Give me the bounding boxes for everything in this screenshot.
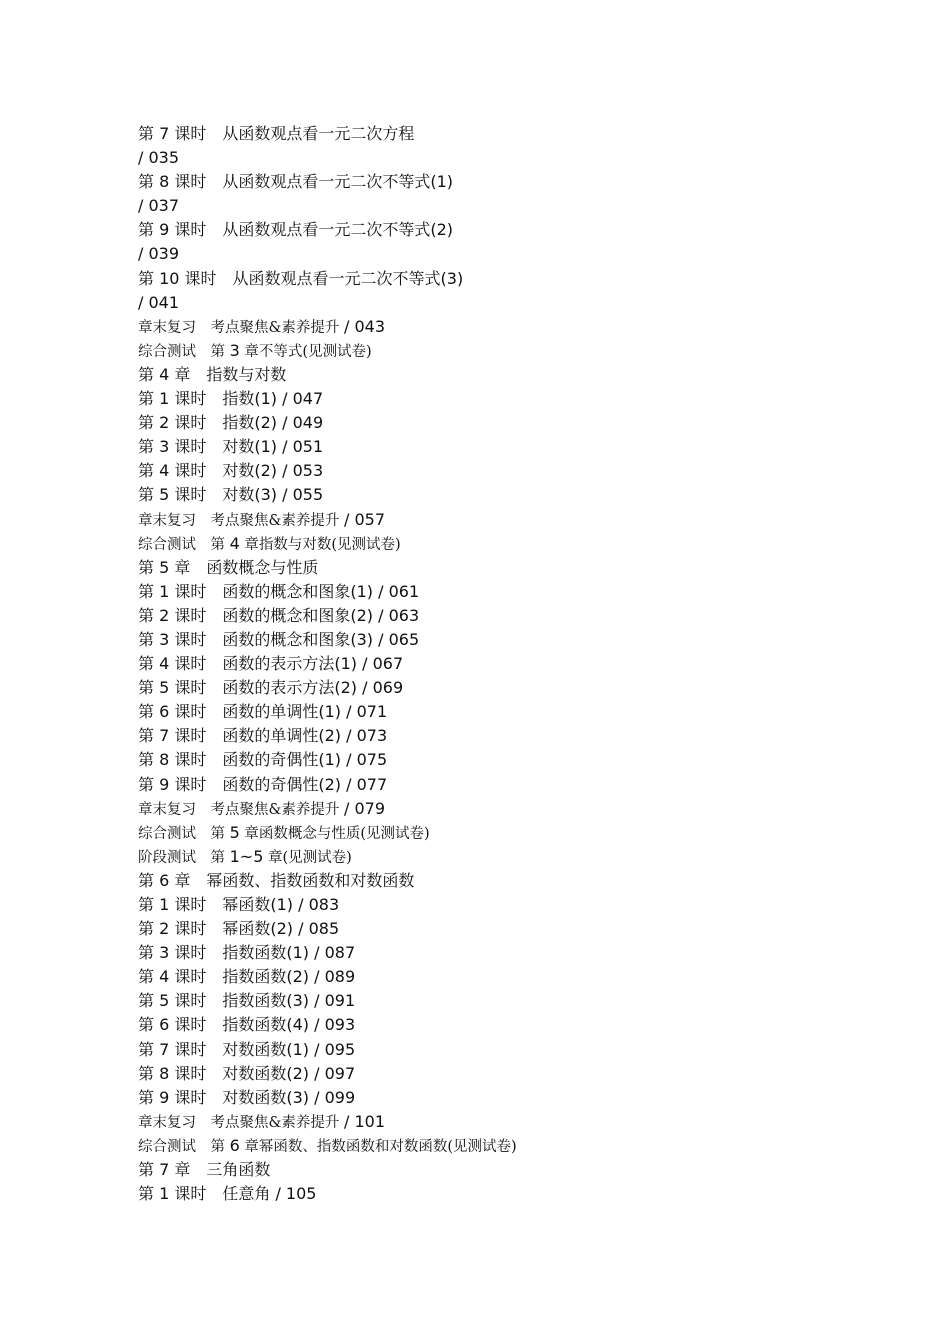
toc-line: 第 6 章 幂函数、指数函数和对数函数 — [138, 870, 415, 890]
toc-line: 第 1 课时 任意角 / 105 — [138, 1184, 317, 1204]
toc-line: 第 4 课时 函数的表示方法(1) / 067 — [138, 654, 404, 674]
toc-line-number: 4 — [229, 533, 240, 553]
toc-line-label: 综合测试 第 — [138, 343, 230, 360]
toc-line-label: 综合测试 第 — [138, 1138, 230, 1155]
toc-line-number: 5 — [229, 822, 240, 842]
table-of-contents — [138, 122, 898, 1206]
toc-line: 第 3 课时 对数(1) / 051 — [138, 437, 324, 457]
toc-line-number: 6 — [229, 1135, 240, 1155]
toc-line: 第 2 课时 指数(2) / 049 — [138, 413, 324, 433]
toc-line: 第 3 课时 指数函数(1) / 087 — [138, 943, 356, 963]
toc-line: 第 7 课时 对数函数(1) / 095 — [138, 1039, 356, 1059]
toc-line: 第 7 课时 从函数观点看一元二次方程 — [138, 124, 415, 143]
toc-line: / 039 — [138, 244, 180, 264]
toc-line: 第 5 课时 函数的表示方法(2) / 069 — [138, 678, 404, 698]
toc-line: 第 1 课时 幂函数(1) / 083 — [138, 895, 340, 914]
toc-line: 第 5 课时 对数(3) / 055 — [138, 485, 324, 505]
toc-line — [138, 315, 898, 339]
toc-line: 第 8 课时 对数函数(2) / 097 — [138, 1063, 356, 1083]
toc-line-label: 章末复习 考点聚焦&素养提升 — [138, 801, 345, 818]
toc-line-number: / 043 — [344, 316, 386, 336]
toc-line — [138, 339, 898, 363]
toc-line-number: 3 — [229, 340, 240, 360]
toc-line-label: 章末复习 考点聚焦&素养提升 — [138, 1114, 345, 1131]
toc-line-label: 章末复习 考点聚焦&素养提升 — [138, 512, 345, 529]
toc-line: 第 6 课时 函数的单调性(1) / 071 — [138, 702, 388, 722]
toc-line-number: / 079 — [344, 798, 386, 818]
toc-line: 第 3 课时 函数的概念和图象(3) / 065 — [138, 629, 420, 649]
toc-line — [138, 1110, 898, 1134]
toc-line: 第 8 课时 函数的奇偶性(1) / 075 — [138, 750, 388, 770]
toc-line — [138, 508, 898, 532]
toc-line-label: 综合测试 第 — [138, 536, 230, 553]
toc-line-number: / 101 — [344, 1111, 386, 1131]
toc-line-number: 1~5 — [229, 846, 264, 866]
toc-line-label: 综合测试 第 — [138, 825, 230, 842]
toc-line: 第 5 章 函数概念与性质 — [138, 557, 319, 577]
toc-line: 第 7 课时 函数的单调性(2) / 073 — [138, 726, 388, 746]
toc-line: 第 9 课时 函数的奇偶性(2) / 077 — [138, 774, 388, 794]
toc-line-suffix: 章不等式(见测试卷) — [239, 343, 372, 360]
toc-line: 第 2 课时 函数的概念和图象(2) / 063 — [138, 605, 420, 625]
toc-line: 第 2 课时 幂函数(2) / 085 — [138, 919, 340, 939]
toc-line — [138, 532, 898, 556]
toc-line — [138, 845, 898, 869]
toc-line-suffix: 章(见测试卷) — [263, 849, 352, 866]
toc-line-suffix: 章函数概念与性质(见测试卷) — [239, 825, 430, 842]
toc-line: / 041 — [138, 292, 180, 312]
toc-line: 第 7 章 三角函数 — [138, 1160, 271, 1180]
toc-line: 第 4 课时 对数(2) / 053 — [138, 461, 324, 481]
toc-line-suffix: 章指数与对数(见测试卷) — [239, 536, 401, 553]
toc-line-suffix: 章幂函数、指数函数和对数函数(见测试卷) — [239, 1138, 517, 1155]
toc-line-label: 阶段测试 第 — [138, 849, 230, 866]
toc-line: 第 5 课时 指数函数(3) / 091 — [138, 991, 356, 1011]
toc-line: 第 9 课时 对数函数(3) / 099 — [138, 1087, 356, 1107]
toc-line: 第 1 课时 指数(1) / 047 — [138, 389, 324, 409]
toc-line: / 037 — [138, 196, 180, 216]
toc-line: 第 4 章 指数与对数 — [138, 364, 287, 384]
toc-line: 第 6 课时 指数函数(4) / 093 — [138, 1015, 356, 1035]
toc-line: 第 1 课时 函数的概念和图象(1) / 061 — [138, 581, 420, 601]
toc-line-number: / 057 — [344, 509, 386, 529]
toc-line — [138, 797, 898, 821]
toc-line: 第 9 课时 从函数观点看一元二次不等式(2) — [138, 220, 454, 240]
toc-line — [138, 821, 898, 845]
toc-line: 第 8 课时 从函数观点看一元二次不等式(1) — [138, 172, 454, 192]
toc-line — [138, 1134, 898, 1158]
toc-line-label: 章末复习 考点聚焦&素养提升 — [138, 319, 345, 336]
toc-line: 第 10 课时 从函数观点看一元二次不等式(3) — [138, 268, 464, 288]
toc-line: / 035 — [138, 148, 180, 168]
toc-line: 第 4 课时 指数函数(2) / 089 — [138, 967, 356, 987]
